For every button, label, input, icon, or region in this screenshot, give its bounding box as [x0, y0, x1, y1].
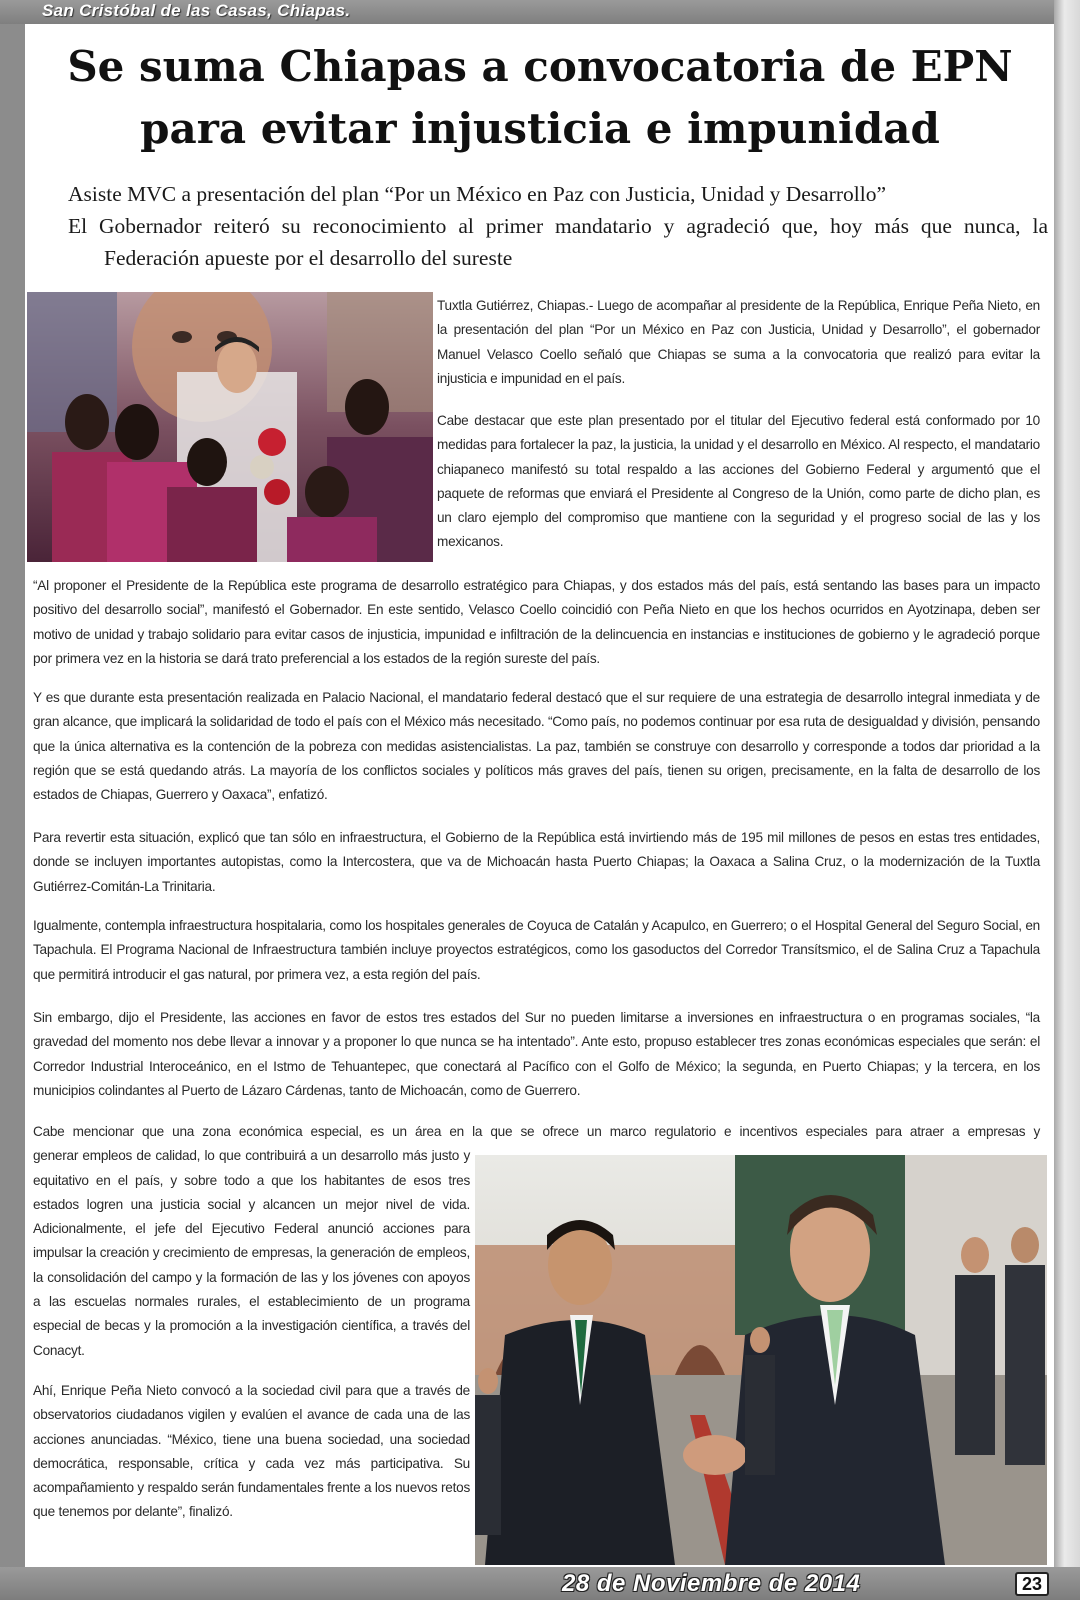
- paragraph-1: Tuxtla Gutiérrez, Chiapas.- Luego de acompañar al presidente de la República, Enrique Peña Nieto, en la presentación del plan “Por un México en Paz con Justicia, Unidad y Desarrollo”, el gobernador Manuel Velasco Coello señaló que Chiapas se suma a la convocatoria que realizó para evitar la injusticia e impunidad en el país.: [437, 298, 1040, 386]
- paragraph-3: “Al proponer el Presidente de la República este programa de desarrollo estratégico para Chiapas, y dos estados más del país, está sentando las bases para un impacto positivo del desarrollo social”, manifestó el Gobernador. En este sentido, Velasco Coello coincidió con Peña Nieto en que los hechos ocurridos en Ayotzinapa, deben ser motivo de unidad y trabajo solidario para evitar casos de injusticia, impunidad e infiltración de la delincuencia en instancias e instituciones de gobierno y le agradeció porque por primera vez en la historia se dará trato preferencial a los estados de la región sureste del país.: [33, 578, 1040, 666]
- headline: [35, 36, 1045, 160]
- paragraph-8: [33, 1120, 1040, 1363]
- paragraph-7: Sin embargo, dijo el Presidente, las acciones en favor de estos tres estados del Sur no pueden limitarse a inversiones en infraestructura o en programas sociales, “la gravedad del momento nos debe llevar a innovar y a proponer lo que nunca se ha intentado”. Ante esto, propuso establecer tres zonas económicas especiales que serán: el Corredor Industrial Interoceánico, en el Istmo de Tehuantepec, que conectará al Pacífico con el Golfo de México; la segunda, en Puerto Chiapas; y la tercera, en los municipios colindantes al Puerto de Lázaro Cárdenas, tanto de Michoacán, como de Guerrero.: [33, 1010, 1040, 1098]
- headline-line-2: para evitar injusticia e impunidad: [140, 104, 940, 153]
- bottom-bar: [0, 1567, 1080, 1600]
- headline-line-1: Se suma Chiapas a convocatoria de EPN: [67, 42, 1013, 91]
- location-label: San Cristóbal de las Casas, Chiapas.: [42, 1, 351, 20]
- paragraph-2: Cabe destacar que este plan presentado por el titular del Ejecutivo federal está conformado por 10 medidas para fortalecer la paz, la justicia, la unidad y el desarrollo en México. Al respecto, el mandatario chiapaneco manifestó su total respaldo a las acciones del Gobierno Federal y argumentó que el paquete de reformas que enviará el Presidente al Congreso de la Unión, como parte de dicho plan, es un claro ejemplo del compromiso que mantiene con la seguridad y el progreso social de las y los mexicanos.: [437, 413, 1040, 550]
- paragraph-9: Ahí, Enrique Peña Nieto convocó a la sociedad civil para que a través de observatorios ciudadanos vigilen y evalúen el avance de cada una de las acciones anunciadas. “México, tiene una buena sociedad, una sociedad democrática, responsable, crítica y cada vez más participativa. Su acompañamiento y respaldo serán fundamentales frente a los nuevos retos que tenemos por delante”, finalizó.: [33, 1383, 470, 1520]
- issue-date: 28 de Noviembre de 2014: [562, 1570, 861, 1597]
- photo-crowd-embrace: [27, 292, 433, 562]
- paragraph-6: Igualmente, contempla infraestructura hospitalaria, como los hospitales generales de Coyuca de Catalán y Acapulco, en Guerrero; o el Hospital General del Seguro Social, en Tapachula. El Programa Nacional de Infraestructura también incluye proyectos estratégicos, como los gasoductos del Corredor Transítsmico, el de Salina Cruz a Tapachula que permitirá introducir el gas natural, por primera vez, a esta región del país.: [33, 918, 1040, 982]
- right-edge: [1054, 0, 1080, 1600]
- photo-crowd-embrace-image: [27, 292, 433, 562]
- subhead-1: Asiste MVC a presentación del plan “Por un México en Paz con Justicia, Unidad y Desarrollo”: [68, 182, 886, 206]
- paragraph-5: Para revertir esta situación, explicó que tan sólo en infraestructura, el Gobierno de la República está invirtiendo más de 195 mil millones de pesos en estas tres entidades, donde se incluyen importantes autopistas, como la Intercostera, que va de Michoacán hasta Puerto Chiapas; la Oaxaca a Salina Cruz, o la modernización de la Tuxtla Gutiérrez-Comitán-La Trinitaria.: [33, 830, 1040, 894]
- paragraph-8-rest: generar empleos de calidad, lo que contribuirá a un desarrollo más justo y equitativo en el país, y sobre todo a que los habitantes de esos tres estados logren una justicia social y alcancen un mejor nivel de vida. Adicionalmente, el jefe del Ejecutivo Federal anunció acciones para impulsar la creación y crecimiento de empresas, la generación de empleos, la consolidación del campo y la formación de las y los jóvenes con apoyos a las escuelas normales rurales, el establecimiento de un programa especial de becas y la promoción a la investigación científica, a través del Conacyt.: [33, 1148, 470, 1358]
- paragraph-8-first-line: Cabe mencionar que una zona económica especial, es un área en la que se ofrece un marco regulatorio e incentivos especiales para atraer a empresas y: [33, 1124, 1040, 1139]
- page-number: 23: [1015, 1572, 1049, 1596]
- subhead-2: El Gobernador reiteró su reconocimiento al primer mandatario y agradeció que, hoy más que nunca, la Federación apueste por el desarrollo del sureste: [68, 214, 1048, 270]
- paragraph-4: Y es que durante esta presentación realizada en Palacio Nacional, el mandatario federal destacó que el sur requiere de una estrategia de desarrollo integral inmediata y de gran alcance, que implicará la solidaridad de todo el país con el México más necesitado. “Como país, no podemos continuar por esa ruta de desigualdad y división, pensando que la única alternativa es la contención de la pobreza con medidas asistencialistas. La paz, también se construye con desarrollo y corresponde a todos dar prioridad a la región que se está quedando atrás. La mayoría de los conflictos sociales y políticos más graves del país, tienen su origen, precisamente, en la falta de desarrollo de los estados de Chiapas, Guerrero y Oaxaca”, enfatizó.: [33, 690, 1040, 803]
